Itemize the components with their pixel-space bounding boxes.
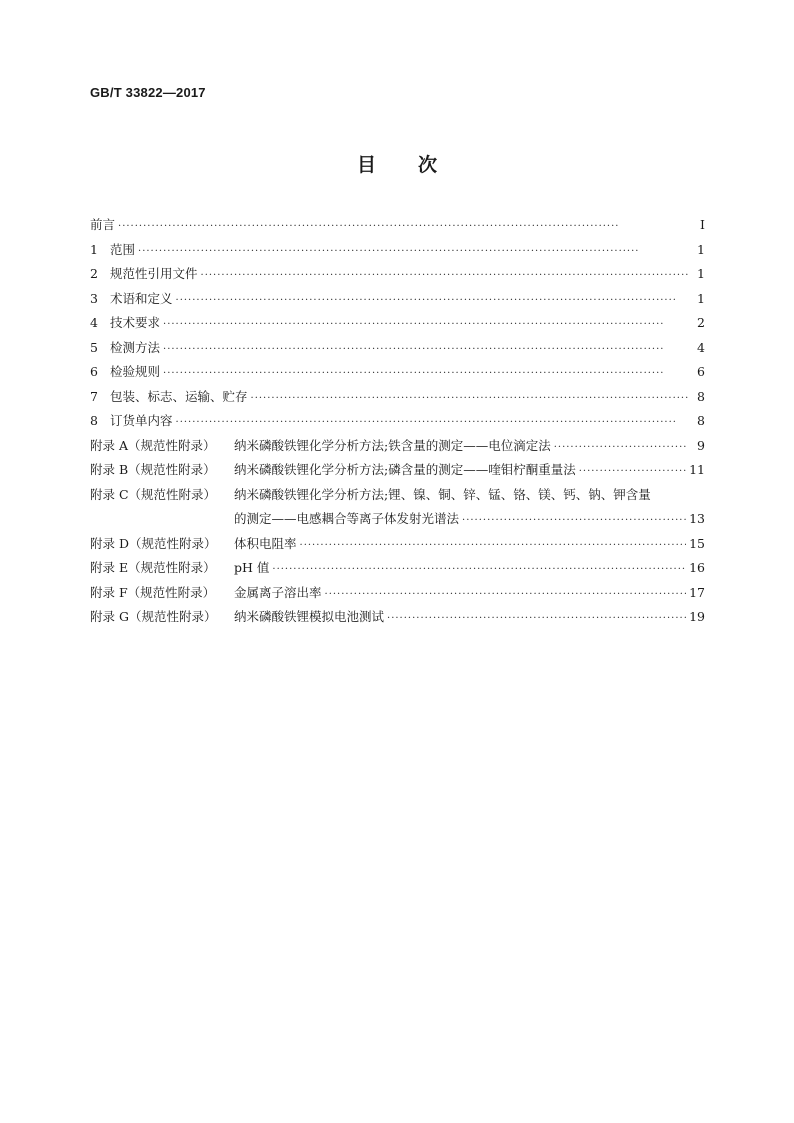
toc-row-annex-b[interactable] <box>90 460 705 485</box>
toc-page-number: 4 <box>697 339 705 355</box>
toc-section-number: 4 <box>90 315 98 330</box>
toc-row-annex-d[interactable] <box>90 534 705 559</box>
toc-page-number: 1 <box>697 290 705 306</box>
toc-label: 技术要求 <box>110 315 161 330</box>
toc-page-number: 17 <box>689 584 705 600</box>
toc-leader-dots <box>272 564 686 575</box>
toc-row-packaging[interactable] <box>90 387 705 412</box>
toc-leader-dots <box>554 442 688 453</box>
toc-section-number: 2 <box>90 266 98 281</box>
toc-row-technical-requirements[interactable] <box>90 313 705 338</box>
toc-page-number: 15 <box>689 535 705 551</box>
toc-leader-dots <box>387 613 686 624</box>
toc-section-number: 7 <box>90 388 98 404</box>
toc-page-number: 8 <box>697 413 705 428</box>
toc-annex-label: 附录 C（规范性附录） <box>90 486 217 502</box>
toc-leader-dots <box>163 368 688 379</box>
toc-section-number: 1 <box>90 241 98 257</box>
toc-annex-label: 附录 D（规范性附录） <box>90 535 217 551</box>
standard-number-header: GB/T 33822—2017 <box>90 85 206 100</box>
toc-leader-dots <box>176 417 688 428</box>
toc-label: 前言 <box>90 217 116 232</box>
toc-label: 订货单内容 <box>110 413 173 428</box>
toc-label-continued: 的测定——电感耦合等离子体发射光谱法 <box>234 511 460 526</box>
toc-leader-dots <box>201 270 688 281</box>
toc-row-annex-c[interactable] <box>90 485 705 510</box>
title-char-2: 次 <box>418 154 438 176</box>
toc-leader-dots <box>325 589 687 600</box>
toc-page-number: 9 <box>697 437 705 453</box>
toc-label: 纳米磷酸铁锂模拟电池测试 <box>234 609 385 624</box>
toc-label: 纳米磷酸铁锂化学分析方法;铁含量的测定——电位滴定法 <box>234 437 551 453</box>
toc-row-normative-references[interactable] <box>90 264 705 289</box>
toc-leader-dots <box>163 344 688 355</box>
toc-row-annex-a[interactable] <box>90 436 705 461</box>
toc-row-order-content[interactable] <box>90 411 705 436</box>
toc-row-test-methods[interactable] <box>90 338 705 363</box>
toc-row-inspection-rules[interactable] <box>90 362 705 387</box>
toc-row-terms-definitions[interactable] <box>90 289 705 314</box>
toc-label: 金属离子溶出率 <box>234 584 322 600</box>
toc-annex-label: 附录 F（规范性附录） <box>90 584 216 600</box>
toc-page-number: 19 <box>689 609 705 624</box>
toc-page-number: 1 <box>697 241 705 257</box>
toc-leader-dots <box>163 319 688 330</box>
toc-label: 体积电阻率 <box>234 535 297 551</box>
toc-annex-label: 附录 G（规范性附录） <box>90 609 217 624</box>
toc-row-annex-f[interactable] <box>90 583 705 608</box>
toc-leader-dots <box>462 515 686 526</box>
toc-label: 检测方法 <box>110 339 161 355</box>
toc-leader-dots <box>118 221 688 232</box>
toc-page-number: 11 <box>689 462 705 477</box>
toc-label: 术语和定义 <box>110 290 173 306</box>
toc-leader-dots <box>138 246 688 257</box>
toc-annex-label: 附录 A（规范性附录） <box>90 437 216 453</box>
toc-section-number: 5 <box>90 339 98 355</box>
toc-page-number: 1 <box>697 266 705 281</box>
toc-annex-label: 附录 E（规范性附录） <box>90 560 216 575</box>
toc-row-annex-g[interactable] <box>90 607 705 632</box>
toc-page-number: 16 <box>689 560 705 575</box>
toc-leader-dots <box>176 295 688 306</box>
toc-row-annex-e[interactable] <box>90 558 705 583</box>
toc-row-scope[interactable] <box>90 240 705 265</box>
toc-label: 范围 <box>110 241 136 257</box>
toc-row-annex-c-continued[interactable] <box>90 509 705 534</box>
toc-annex-label: 附录 B（规范性附录） <box>90 462 216 477</box>
toc-page-number: 13 <box>689 511 705 526</box>
toc-row-foreword[interactable] <box>90 215 705 240</box>
toc-section-number: 6 <box>90 364 98 379</box>
toc-page-number: 2 <box>697 315 705 330</box>
toc-page-number: Ⅰ <box>700 217 705 232</box>
toc-section-number: 3 <box>90 290 98 306</box>
toc-label: 包装、标志、运输、贮存 <box>110 388 248 404</box>
toc-section-number: 8 <box>90 413 98 428</box>
table-of-contents <box>90 215 705 632</box>
toc-label: 纳米磷酸铁锂化学分析方法;磷含量的测定——喹钼柠酮重量法 <box>234 462 576 477</box>
toc-label: 检验规则 <box>110 364 161 379</box>
toc-leader-dots <box>251 393 688 404</box>
toc-label: 规范性引用文件 <box>110 266 198 281</box>
page-title <box>0 150 794 177</box>
toc-label: pH 值 <box>234 560 270 575</box>
toc-page-number: 6 <box>697 364 705 379</box>
toc-leader-dots <box>300 540 687 551</box>
toc-leader-dots <box>579 466 686 477</box>
toc-label: 纳米磷酸铁锂化学分析方法;锂、镍、铜、锌、锰、铬、镁、钙、钠、钾含量 <box>234 486 651 502</box>
toc-page-number: 8 <box>697 388 705 404</box>
title-char-1: 目 <box>356 154 376 176</box>
